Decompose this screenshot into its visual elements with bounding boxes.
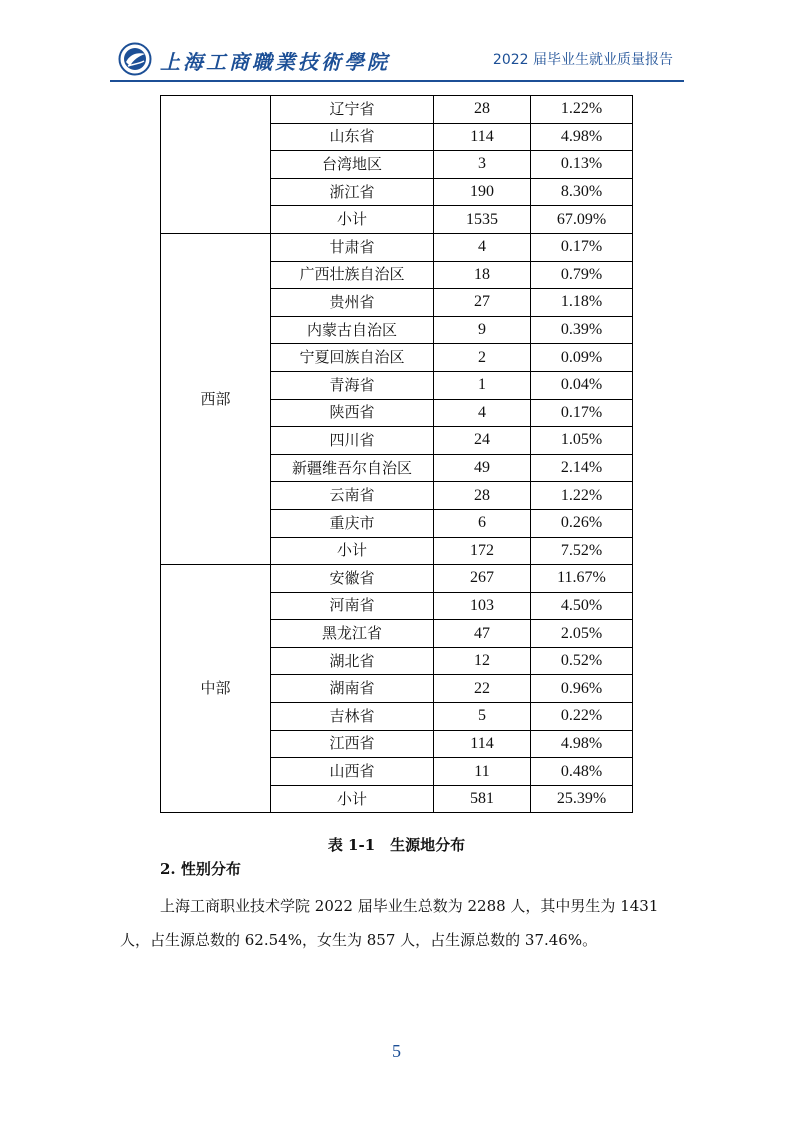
percent-cell: 1.05%	[531, 427, 633, 455]
count-cell: 27	[434, 289, 531, 317]
page-header	[0, 0, 793, 82]
province-cell: 贵州省	[271, 289, 434, 317]
table-row	[161, 233, 633, 261]
province-cell: 小计	[271, 785, 434, 813]
percent-cell: 8.30%	[531, 178, 633, 206]
count-cell: 4	[434, 233, 531, 261]
count-cell: 5	[434, 703, 531, 731]
school-logo-icon	[118, 42, 152, 76]
percent-cell: 0.22%	[531, 703, 633, 731]
province-cell: 重庆市	[271, 509, 434, 537]
school-name: 上海工商職業技術學院	[160, 50, 390, 74]
count-cell: 28	[434, 96, 531, 124]
percent-cell: 1.22%	[531, 96, 633, 124]
table-row	[161, 96, 633, 124]
province-cell: 宁夏回族自治区	[271, 344, 434, 372]
table-row	[161, 565, 633, 593]
province-cell: 山东省	[271, 123, 434, 151]
count-cell: 581	[434, 785, 531, 813]
header-divider	[110, 80, 684, 82]
count-cell: 1	[434, 371, 531, 399]
percent-cell: 2.05%	[531, 620, 633, 648]
section-heading: 2. 性别分布	[160, 860, 241, 878]
count-cell: 3	[434, 151, 531, 179]
report-title: 2022 届毕业生就业质量报告	[492, 52, 673, 68]
table-caption: 表 1-1 生源地分布	[327, 836, 466, 854]
province-cell: 甘肃省	[271, 233, 434, 261]
count-cell: 11	[434, 758, 531, 786]
province-cell: 陕西省	[271, 399, 434, 427]
province-cell: 湖北省	[271, 647, 434, 675]
count-cell: 28	[434, 482, 531, 510]
province-cell: 辽宁省	[271, 96, 434, 124]
percent-cell: 67.09%	[531, 206, 633, 234]
province-cell: 浙江省	[271, 178, 434, 206]
count-cell: 114	[434, 123, 531, 151]
count-cell: 47	[434, 620, 531, 648]
percent-cell: 4.50%	[531, 592, 633, 620]
percent-cell: 0.17%	[531, 233, 633, 261]
gender-paragraph: 上海工商职业技术学院 2022 届毕业生总数为 2288 人，其中男生为 1431 人，占生源总数的 62.54%，女生为 857 人，占生源总数的 37.46%。	[120, 897, 659, 949]
province-cell: 黑龙江省	[271, 620, 434, 648]
count-cell: 103	[434, 592, 531, 620]
page-number: 5	[392, 1041, 401, 1061]
region-cell: 中部	[161, 565, 271, 813]
table-body	[161, 96, 633, 813]
count-cell: 2	[434, 344, 531, 372]
percent-cell: 0.79%	[531, 261, 633, 289]
province-cell: 小计	[271, 206, 434, 234]
count-cell: 12	[434, 647, 531, 675]
count-cell: 190	[434, 178, 531, 206]
province-cell: 小计	[271, 537, 434, 565]
percent-cell: 0.26%	[531, 509, 633, 537]
percent-cell: 2.14%	[531, 454, 633, 482]
province-cell: 新疆维吾尔自治区	[271, 454, 434, 482]
province-cell: 安徽省	[271, 565, 434, 593]
province-cell: 广西壮族自治区	[271, 261, 434, 289]
count-cell: 49	[434, 454, 531, 482]
percent-cell: 7.52%	[531, 537, 633, 565]
percent-cell: 1.18%	[531, 289, 633, 317]
percent-cell: 0.17%	[531, 399, 633, 427]
province-cell: 内蒙古自治区	[271, 316, 434, 344]
province-cell: 四川省	[271, 427, 434, 455]
percent-cell: 0.09%	[531, 344, 633, 372]
count-cell: 18	[434, 261, 531, 289]
percent-cell: 11.67%	[531, 565, 633, 593]
percent-cell: 0.39%	[531, 316, 633, 344]
count-cell: 22	[434, 675, 531, 703]
count-cell: 172	[434, 537, 531, 565]
province-cell: 青海省	[271, 371, 434, 399]
percent-cell: 4.98%	[531, 123, 633, 151]
count-cell: 267	[434, 565, 531, 593]
percent-cell: 4.98%	[531, 730, 633, 758]
percent-cell: 0.04%	[531, 371, 633, 399]
origin-distribution-table	[160, 95, 633, 813]
percent-cell: 0.52%	[531, 647, 633, 675]
province-cell: 湖南省	[271, 675, 434, 703]
percent-cell: 0.13%	[531, 151, 633, 179]
province-cell: 江西省	[271, 730, 434, 758]
count-cell: 1535	[434, 206, 531, 234]
percent-cell: 25.39%	[531, 785, 633, 813]
percent-cell: 0.96%	[531, 675, 633, 703]
province-cell: 云南省	[271, 482, 434, 510]
percent-cell: 1.22%	[531, 482, 633, 510]
province-cell: 山西省	[271, 758, 434, 786]
count-cell: 9	[434, 316, 531, 344]
count-cell: 114	[434, 730, 531, 758]
count-cell: 6	[434, 509, 531, 537]
region-cell	[161, 96, 271, 234]
province-cell: 河南省	[271, 592, 434, 620]
province-cell: 吉林省	[271, 703, 434, 731]
province-cell: 台湾地区	[271, 151, 434, 179]
count-cell: 24	[434, 427, 531, 455]
count-cell: 4	[434, 399, 531, 427]
percent-cell: 0.48%	[531, 758, 633, 786]
region-cell: 西部	[161, 233, 271, 564]
